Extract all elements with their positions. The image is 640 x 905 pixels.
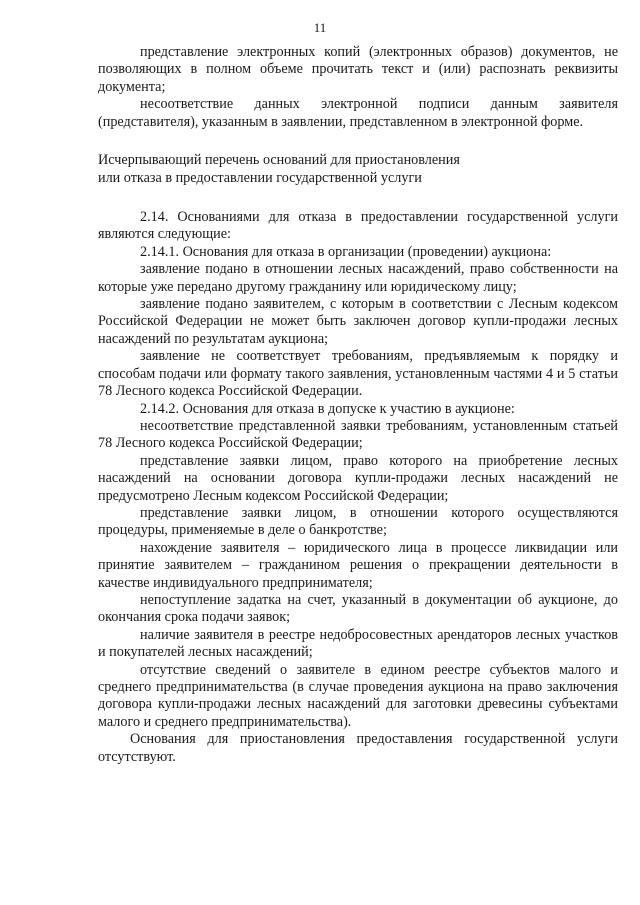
section-heading-line-2: или отказа в предоставлении государственной услуги	[98, 170, 422, 187]
paragraph: несоответствие представленной заявки требованиям, установленным статьей 78 Лесного кодекса Российской Федерации;	[98, 417, 618, 452]
paragraph: представление заявки лицом, в отношении которого осуществляются процедуры, применяемые в деле о банкротстве;	[98, 504, 618, 539]
paragraph: заявление не соответствует требованиям, предъявляемым к порядку и способам подачи или формату такого заявления, установленным частями 4 и 5 статьи 78 Лесного кодекса Российской Федерации.	[98, 348, 618, 400]
page-number: 11	[313, 20, 327, 35]
spacer	[98, 187, 618, 209]
paragraph: представление заявки лицом, право которого на приобретение лесных насаждений на основании договора купли-продажи лесных насаждений не предусмотрено Лесным кодексом Российской Федерации;	[98, 452, 618, 504]
paragraph: наличие заявителя в реестре недобросовестных арендаторов лесных участков и покупателей лесных насаждений;	[98, 626, 618, 661]
paragraph: представление электронных копий (электронных образов) документов, не позволяющих в полном объеме прочитать текст и (или) распознать реквизиты документа;	[98, 44, 618, 95]
paragraph: несоответствие данных электронной подписи данным заявителя (представителя), указанным в заявлении, представленном в электронной форме.	[98, 96, 618, 130]
paragraph: отсутствие сведений о заявителе в едином реестре субъектов малого и среднего предпринимательства (в случае проведения аукциона на право заключения договора купли-продажи лесных насаждений для заготовки древесины субъектами малого и среднего предпринимательства).	[98, 661, 618, 730]
paragraph: 2.14. Основаниями для отказа в предоставлении государственной услуги являются следующие:	[98, 209, 618, 243]
paragraph: нахождение заявителя – юридического лица в процессе ликвидации или принятие заявителем – гражданином решения о прекращении деятельности в качестве индивидуального предпринимателя;	[98, 539, 618, 591]
paragraph: заявление подано в отношении лесных насаждений, право собственности на которые уже передано другому гражданину или юридическому лицу;	[98, 261, 618, 295]
paragraph: 2.14.2. Основания для отказа в допуске к участию в аукционе:	[140, 400, 515, 417]
section-heading-line-1: Исчерпывающий перечень оснований для приостановления	[98, 152, 460, 169]
document-body	[98, 44, 618, 766]
paragraph: Основания для приостановления предоставления государственной услуги отсутствуют.	[98, 731, 618, 765]
spacer	[98, 131, 618, 151]
paragraph: заявление подано заявителем, с которым в соответствии с Лесным кодексом Российской Федерации не может быть заключен договор купли-продажи лесных насаждений по результатам аукциона;	[98, 296, 618, 347]
paragraph: непоступление задатка на счет, указанный в документации об аукционе, до окончания срока подачи заявок;	[98, 591, 618, 626]
paragraph: 2.14.1. Основания для отказа в организации (проведении) аукциона:	[140, 243, 552, 260]
